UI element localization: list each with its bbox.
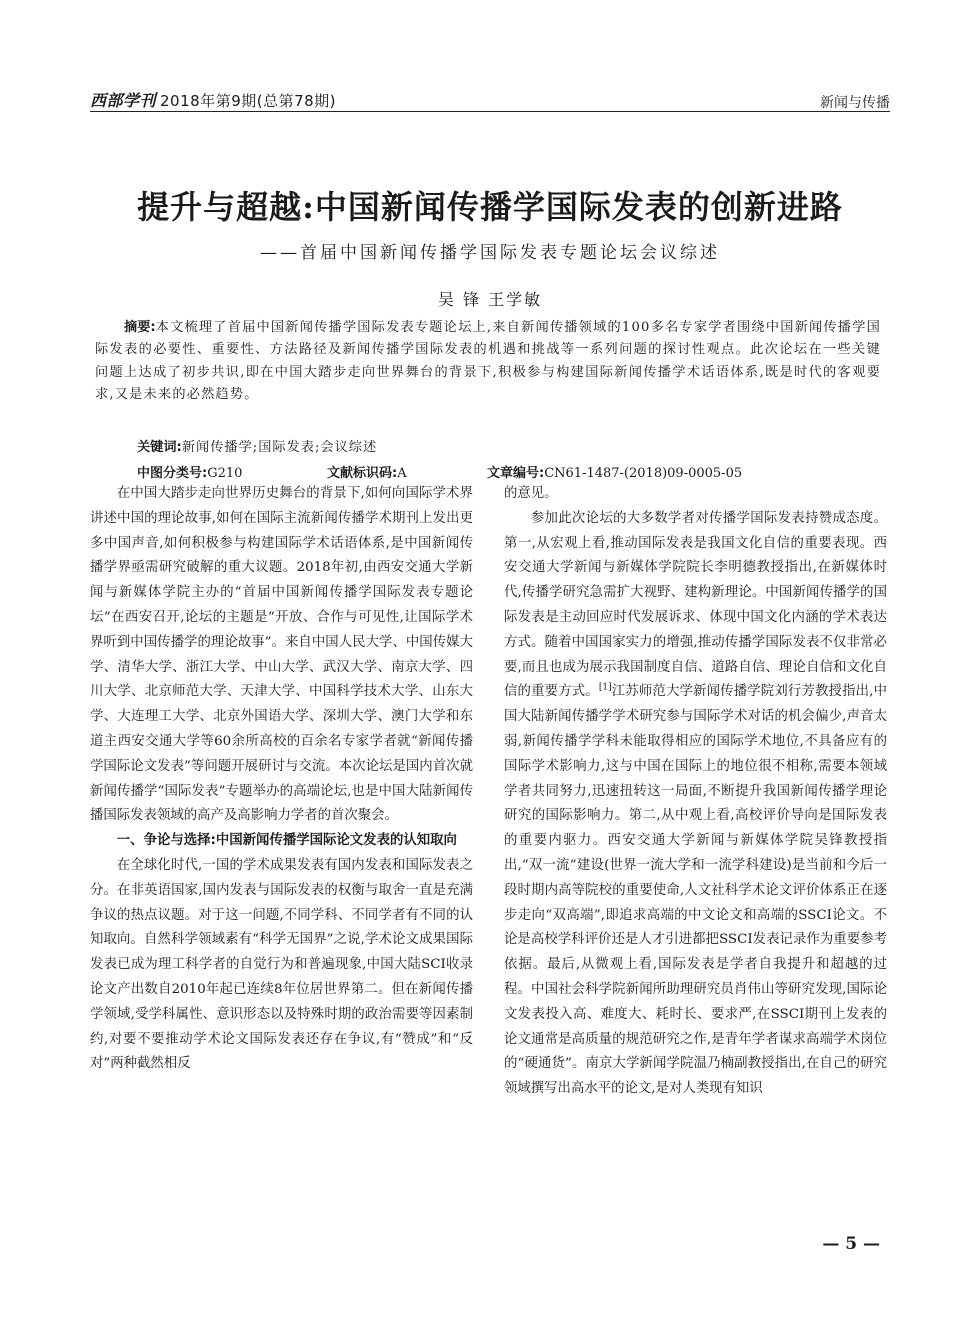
body-paragraph: 在全球化时代,一国的学术成果发表有国内发表和国际发表之分。在非英语国家,国内发表与国际发表的权衡与取舍一直是充满争议的热点议题。对于这一问题,不同学科、不同学者有不同的认知取向。自然科学领域素有“科学无国界”之说,学术论文成果国际发表已成为理工科学者的自觉行为和普遍现象,中国大陆SCI收录论文产出数自2010年起已连续8年位居世界第二。但在新闻传播学领域,受学科属性、意识形态以及特殊时期的政治需要等因素制约,对要不要推动学术论文国际发表还存在争议,有“赞成”和“反对”两种截然相反 xyxy=(90,857,473,1072)
abstract-label: 摘要: xyxy=(124,320,156,335)
clc-label: 中图分类号: xyxy=(137,466,208,481)
article-authors: 吴 锋 王学敏 xyxy=(437,290,543,309)
section-name: 新闻与传播 xyxy=(820,95,890,111)
abstract xyxy=(95,317,881,407)
reference-marker: [1] xyxy=(598,682,612,693)
keywords-label: 关键词: xyxy=(137,440,182,455)
classification-line xyxy=(137,462,877,484)
issue-info: 2018年第9期(总第78期) xyxy=(160,92,337,110)
header-journal-info xyxy=(90,88,336,111)
keywords xyxy=(137,436,877,455)
clc-value: G210 xyxy=(207,466,243,481)
abstract-text: 本文梳理了首届中国新闻传播学国际发表专题论坛上,来自新闻传播领域的100多名专家学者围绕中国新闻传播学国际发表的必要性、重要性、方法路径及新闻传播学国际发表的机遇和挑战等一系列问题的探讨性观点。此次论坛在一些关键问题上达成了初步共识,即在中国大踏步走向世界舞台的背景下,积极参与构建国际新闻传播学术话语体系,既是时代的客观要求,又是未来的必然趋势。 xyxy=(95,320,881,403)
article-subtitle: ——首届中国新闻传播学国际发表专题论坛会议综述 xyxy=(260,243,720,263)
doc-code-label: 文献标识码: xyxy=(327,466,398,481)
running-header xyxy=(90,86,890,112)
body-paragraph: 的意见。 xyxy=(504,486,558,501)
doc-code-value: A xyxy=(397,466,407,481)
journal-name: 西部学刊 xyxy=(90,91,157,110)
paragraph-text: 江苏师范大学新闻传播学院刘行芳教授指出,中国大陆新闻传播学学术研究参与国际学术对话的机会偏少,声音太弱,新闻传播学学科未能取得相应的国际学术地位,不具备应有的国际学术影响力,这与中国在国际上的地位很不相称,需要本领域学者共同努力,迅速扭转这一局面,不断提升我国新闻传播学理论研究的国际影响力。第二,从中观上看,高校评价导向是国际发表的重要内驱力。西安交通大学新闻与新媒体学院吴锋教授指出,“双一流”建设(世界一流大学和一流学科建设)是当前和今后一段时期内高等院校的重要使命,人文社科学术论文评价体系正在逐步走向“双高端”,即追求高端的中文论文和高端的SSCI论文。不论是高校学科评价还是人才引进都把SSCI发表记录作为重要参考依据。最后,从微观上看,国际发表是学者自我提升和超越的过程。中国社会科学院新闻所助理研究员肖伟山等研究发现,国际论文发表投入高、难度大、耗时长、要求严,在SSCI期刊上发表的论文通常是高质量的规范研究之作,是青年学者谋求高端学术岗位的“硬通货”。南京大学新闻学院温乃楠副教授指出,在自己的研究领域撰写出高水平的论文,是对人类现有知识 xyxy=(504,684,887,1097)
left-column xyxy=(90,482,473,1077)
document-code xyxy=(327,462,407,481)
clc-number xyxy=(137,462,242,481)
article-no-value: CN61-1487-(2018)09-0005-05 xyxy=(544,466,743,481)
article-number xyxy=(487,462,742,481)
body-paragraph xyxy=(504,507,887,1102)
keywords-text: 新闻传播学;国际发表;会议综述 xyxy=(181,440,378,455)
section-heading: 一、争论与选择:中国新闻传播学国际论文发表的认知取向 xyxy=(116,833,457,849)
paragraph-text: 参加此次论坛的大多数学者对传播学国际发表持赞成态度。第一,从宏观上看,推动国际发表是我国文化自信的重要表现。西安交通大学新闻与新媒体学院院长李明德教授指出,在新媒体时代,传播学研究急需扩大视野、建构新理论。中国新闻传播学的国际发表是主动回应时代发展诉求、体现中国文化内涵的学术表达方式。随着中国国家实力的增强,推动传播学国际发表不仅非常必要,而且也成为展示我国制度自信、道路自信、理论自信和文化自信的重要方式。 xyxy=(504,510,887,700)
article-no-label: 文章编号: xyxy=(487,466,545,481)
article-title: 提升与超越:中国新闻传播学国际发表的创新进路 xyxy=(137,188,843,226)
body-paragraph: 在中国大踏步走向世界历史舞台的背景下,如何向国际学术界讲述中国的理论故事,如何在国际主流新闻传播学术期刊上发出更多中国声音,如何积极参与构建国际学术话语体系,是中国新闻传播学界亟需研究破解的重大议题。2018年初,由西安交通大学新闻与新媒体学院主办的“首届中国新闻传播学国际发表专题论坛”在西安召开,论坛的主题是“开放、合作与可见性,让国际学术界听到中国传播学的理论故事”。来自中国人民大学、中国传媒大学、清华大学、浙江大学、中山大学、武汉大学、南京大学、四川大学、北京师范大学、天津大学、中国科学技术大学、山东大学、大连理工大学、北京外国语大学、深圳大学、澳门大学和东道主西安交通大学等60余所高校的百余名专家学者就“新闻传播学国际论文发表”等问题开展研讨与交流。本次论坛是国内首次就新闻传播学“国际发表”专题举办的高端论坛,也是中国大陆新闻传播国际发表领域的高产及高影响力学者的首次聚会。 xyxy=(90,486,473,824)
right-column xyxy=(504,482,887,1102)
page-number: — 5 — xyxy=(822,1234,880,1254)
